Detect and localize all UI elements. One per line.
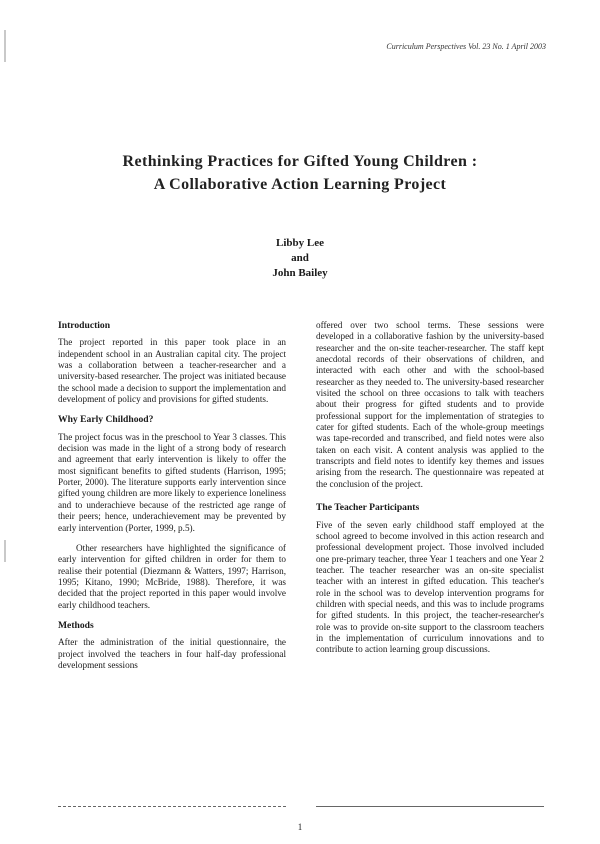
author-name: Libby Lee <box>276 237 324 249</box>
section-heading-teacher-participants: The Teacher Participants <box>316 502 420 514</box>
paragraph: The project focus was in the preschool to Year 3 classes. This decision was made in the light of a strong body of research and agreement that early intervention is likely to offer the most significant benefits to gifted students (Harrison, 1995; Porter, 2000). The literature supports early intervention since gifted young children are more likely to experience loneliness and to underachieve because of the restricted age range of their peers; hence, underachievement may be prevented by early intervention (Porter, 1999, p.5). <box>58 431 286 533</box>
running-head: Curriculum Perspectives Vol. 23 No. 1 April 2003 <box>386 42 546 51</box>
paragraph: offered over two school terms. These sessions were developed in a collaborative fashion by the university-based researcher and the on-site teacher-researcher. The staff kept anecdotal records of their observations of children, and interacted with each other and with the school-based researcher as they needed to. The university-based researcher visited the school on three occasions to talk with teachers about their progress for gifted students and to provide professional support for the implementation of strategies to cater for gifted students. Each of the whole-group meetings was tape-recorded and transcribed, and field notes were also taken on each visit. A content analysis was applied to the transcripts and field notes to identify key themes and issues arising from the research. The questionnaire was repeated at the conclusion of the project. <box>316 320 544 489</box>
page-number: 1 <box>297 822 303 832</box>
section-heading-why-early-childhood: Why Early Childhood? <box>58 414 154 426</box>
right-column <box>316 320 544 665</box>
paragraph: Other researchers have highlighted the significance of early intervention for gifted children in order for them to realise their potential (Diezmann & Watters, 1997; Harrison, 1995; Kitano, 1990; McBride, 1988). Therefore, it was decided that the project reported in this paper would involve early childhood teachers. <box>58 542 286 610</box>
left-column <box>58 320 286 680</box>
paragraph: The project reported in this paper took place in an independent school in an Australian capital city. The project was a collaboration between a teacher-researcher and a university-based researcher. The project was initiated because the school made a decision to support the implementation and development of policy and provisions for gifted students. <box>58 337 286 405</box>
paragraph: Five of the seven early childhood staff employed at the school agreed to become involved in this action research and professional development project. Those involved included one pre-primary teacher, three Year 1 teachers and one Year 2 teacher. The teacher researcher was an on-site specialist teacher with an interest in gifted education. This teacher's role in the school was to develop intervention programs for children with special needs, and this was to include programs for gifted students. In this project, the teacher-researcher's role was to provide on-site support to the classroom teachers in the implementation of curriculum innovations and to contribute to action learning group discussions. <box>316 519 544 655</box>
section-heading-introduction: Introduction <box>58 320 111 331</box>
footer-rule <box>316 806 544 807</box>
footer-rule <box>58 806 286 807</box>
author-joiner: and <box>291 252 309 264</box>
paragraph: After the administration of the initial questionnaire, the project involved the teachers in four half-day professional development sessions <box>58 637 286 670</box>
author-block <box>0 236 600 281</box>
scan-edge-mark <box>4 30 6 62</box>
title-line-2: A Collaborative Action Learning Project <box>153 176 447 193</box>
author-name: John Bailey <box>272 267 328 279</box>
article-title <box>0 150 600 196</box>
scan-edge-mark <box>4 540 6 562</box>
title-line-1: Rethinking Practices for Gifted Young Children : <box>122 153 478 170</box>
section-heading-methods: Methods <box>58 619 94 631</box>
